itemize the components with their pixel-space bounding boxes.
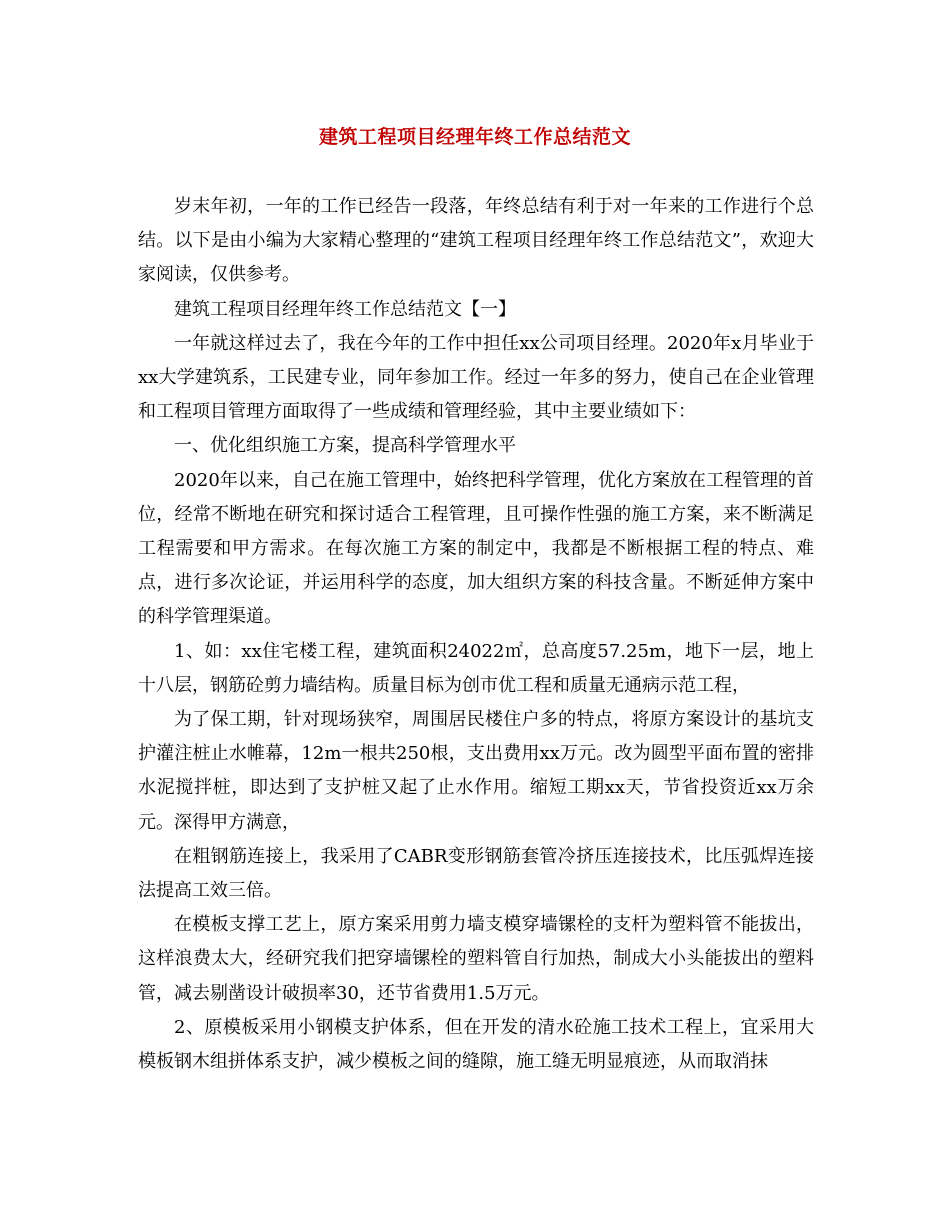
paragraph-intro: 岁末年初，一年的工作已经告一段落，年终总结有利于对一年来的工作进行个总结。以下是由小编为大家精心整理的“建筑工程项目经理年终工作总结范文”，欢迎大家阅读，仅供参考。 xyxy=(138,196,814,286)
paragraph: 1、如：xx住宅楼工程，建筑面积24022㎡，总高度57.25m，地下一层，地上十八层，钢筋砼剪力墙结构。质量目标为创市优工程和质量无通病示范工程， xyxy=(138,640,814,696)
subheading: 一、优化组织施工方案，提高科学管理水平 xyxy=(174,435,516,457)
document-body xyxy=(138,190,814,1079)
document-title: 建筑工程项目经理年终工作总结范文 xyxy=(318,126,631,148)
section-heading: 建筑工程项目经理年终工作总结范文【一】 xyxy=(174,298,516,320)
paragraph: 在粗钢筋连接上，我采用了CABR变形钢筋套管冷挤压连接技术，比压弧焊连接法提高工效三倍。 xyxy=(138,845,814,902)
paragraph: 2020年以来，自己在施工管理中，始终把科学管理，优化方案放在工程管理的首位，经常不断地在研究和探讨适合工程管理，且可操作性强的施工方案，来不断满足工程需要和甲方需求。在每次施工方案的制定中，我都是不断根据工程的特点、难点，进行多次论证，并运用科学的态度，加大组织方案的科技含量。不断延伸方案中的科学管理渠道。 xyxy=(138,469,814,628)
paragraph: 为了保工期，针对现场狭窄，周围居民楼住户多的特点，将原方案设计的基坑支护灌注桩止水帷幕，12m一根共250根，支出费用xx万元。改为圆型平面布置的密排水泥搅拌桩，即达到了支护桩又起了止水作用。缩短工期xx天，节省投资近xx万余元。深得甲方满意， xyxy=(138,709,814,833)
paragraph: 在模板支撑工艺上，原方案采用剪力墙支模穿墙镙栓的支杆为塑料管不能拔出，这样浪费太大，经研究我们把穿墙镙栓的塑料管自行加热，制成大小头能拔出的塑料管，减去剔凿设计破损率30，还节省费用1.5万元。 xyxy=(138,914,814,1004)
paragraph: 一年就这样过去了，我在今年的工作中担任xx公司项目经理。2020年x月毕业于xx大学建筑系，工民建专业，同年参加工作。经过一年多的努力，使自己在企业管理和工程项目管理方面取得了一些成绩和管理经验，其中主要业绩如下： xyxy=(138,332,814,423)
paragraph: 2、原模板采用小钢模支护体系，但在开发的清水砼施工技术工程上，宜采用大模板钢木组拼体系支护，减少模板之间的缝隙，施工缝无明显痕迹，从而取消抹 xyxy=(138,1016,814,1073)
